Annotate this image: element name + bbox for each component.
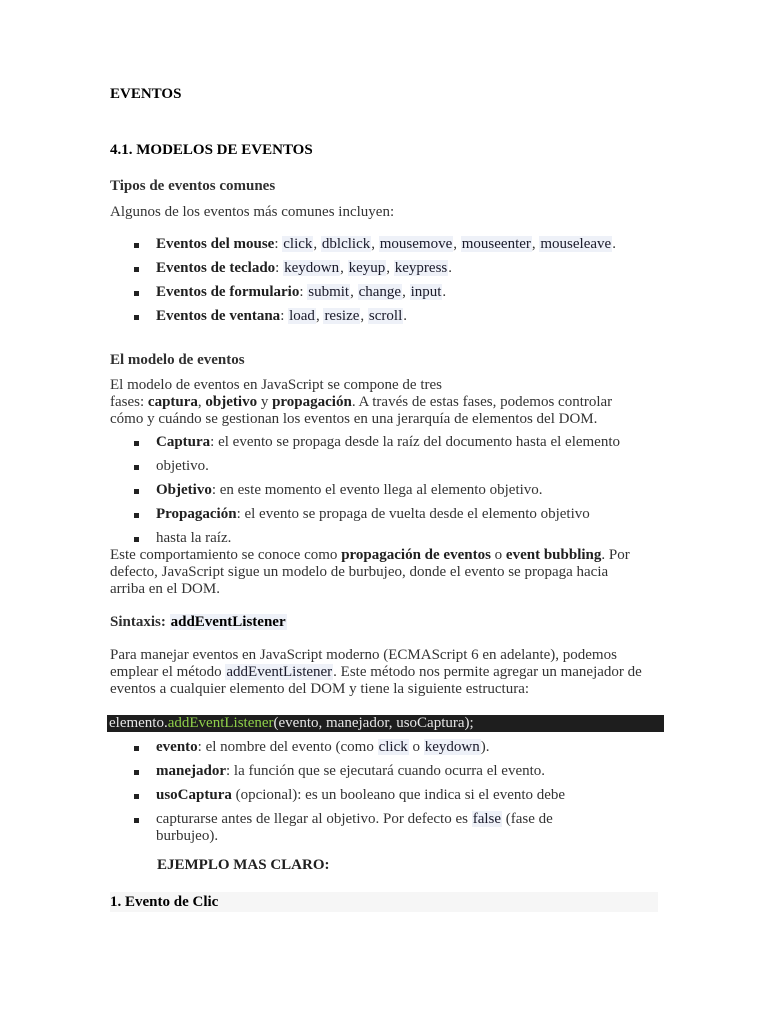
modelo-paragraph-line: fases: captura, objetivo y propagación. A través de estas fases, podemos controlar [110, 394, 613, 410]
ejemplo-heading: EJEMPLO MAS CLARO: [157, 857, 330, 873]
code-snippet: elemento.addEventListener(evento, manejador, usoCaptura); [107, 715, 664, 732]
list-item: Objetivo: en este momento el evento llega al elemento objetivo. [134, 482, 620, 506]
sintaxis-paragraph-line: emplear el método addEventListener. Este método nos permite agregar un manejador de [110, 664, 642, 680]
list-item-continuation: objetivo. [134, 458, 620, 482]
example-subheading: 1. Evento de Clic [110, 894, 219, 910]
tipos-heading: Tipos de eventos comunes [110, 178, 276, 194]
list-item: Eventos de ventana: load, resize, scroll. [134, 308, 616, 332]
document-title: EVENTOS [110, 86, 182, 102]
bubbling-paragraph-line: Este comportamiento se conoce como propagación de eventos o event bubbling. Por [110, 547, 630, 563]
list-item: Captura: el evento se propaga desde la raíz del documento hasta el elemento [134, 434, 620, 458]
list-item-continuation: hasta la raíz. [134, 530, 620, 548]
params-list [134, 739, 566, 844]
list-item: usoCaptura (opcional): es un booleano que indica si el evento debe [134, 787, 565, 811]
sintaxis-heading: Sintaxis: addEventListener [110, 614, 286, 630]
modelo-heading: El modelo de eventos [110, 352, 245, 368]
list-item: Eventos del mouse: click, dblclick, mousemove, mouseenter, mouseleave. [134, 236, 616, 260]
modelo-paragraph-line: cómo y cuándo se gestionan los eventos en una jerarquía de elementos del DOM. [110, 411, 598, 427]
list-item: Eventos de formulario: submit, change, input. [134, 284, 616, 308]
list-item-continuation: capturarse antes de llegar al objetivo. Por defecto es false (fase de burbujeo). [134, 811, 565, 835]
phases-list [134, 434, 620, 548]
list-item: Propagación: el evento se propaga de vuelta desde el elemento objetivo [134, 506, 620, 530]
list-item: evento: el nombre del evento (como click o keydown). [134, 739, 565, 763]
list-item: manejador: la función que se ejecutará cuando ocurra el evento. [134, 763, 565, 787]
sintaxis-paragraph-line: Para manejar eventos en JavaScript moderno (ECMAScript 6 en adelante), podemos [110, 647, 617, 663]
section-heading: 4.1. MODELOS DE EVENTOS [110, 142, 313, 158]
event-types-list [134, 236, 616, 332]
bubbling-paragraph-line: defecto, JavaScript sigue un modelo de burbujeo, donde el evento se propaga hacia [110, 564, 609, 580]
list-item: Eventos de teclado: keydown, keyup, keypress. [134, 260, 616, 284]
tipos-intro: Algunos de los eventos más comunes incluyen: [110, 204, 395, 220]
bubbling-paragraph-line: arriba en el DOM. [110, 581, 220, 597]
modelo-paragraph-line: El modelo de eventos en JavaScript se compone de tres [110, 377, 442, 393]
sintaxis-paragraph-line: eventos a cualquier elemento del DOM y tiene la siguiente estructura: [110, 681, 530, 697]
